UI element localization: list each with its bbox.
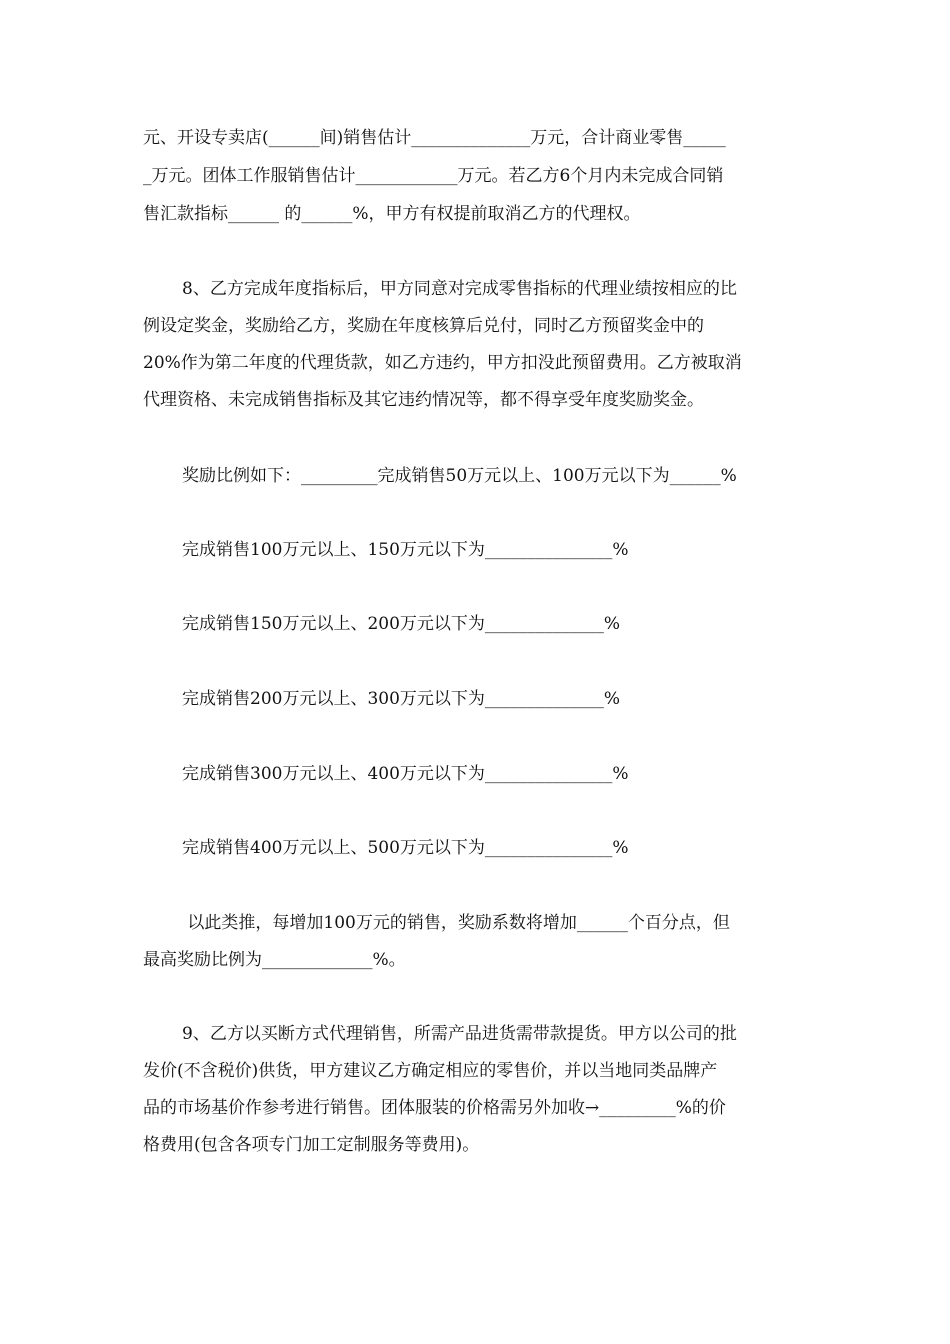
increment-clause-line-2: 最高奖励比例为_____________%。	[143, 950, 406, 970]
paragraph-8-line-3: 20%作为第二年度的代理货款，如乙方违约，甲方扣没此预留费用。乙方被取消	[143, 353, 742, 373]
paragraph-7-line-1: 元、开设专卖店(______间)销售估计______________万元，合计商业零售_____	[143, 128, 726, 148]
reward-ratio-tier-5: 完成销售400万元以上、500万元以下为_______________%	[182, 838, 629, 858]
paragraph-7-line-3: 售汇款指标______ 的______%，甲方有权提前取消乙方的代理权。	[143, 204, 641, 224]
paragraph-9-line-4: 格费用(包含各项专门加工定制服务等费用)。	[143, 1135, 480, 1155]
paragraph-7-line-2: _万元。团体工作服销售估计____________万元。若乙方6个月内未完成合同销	[143, 166, 724, 186]
reward-ratio-intro: 奖励比例如下：_________完成销售50万元以上、100万元以下为______%	[182, 466, 737, 486]
paragraph-8-line-2: 例设定奖金，奖励给乙方，奖励在年度核算后兑付，同时乙方预留奖金中的	[143, 316, 704, 336]
reward-ratio-tier-4: 完成销售300万元以上、400万元以下为_______________%	[182, 764, 629, 784]
increment-clause-line-1: 以此类推，每增加100万元的销售，奖励系数将增加______个百分点，但	[182, 913, 730, 933]
paragraph-9-line-3: 品的市场基价作参考进行销售。团体服装的价格需另外加收→_________%的价	[143, 1098, 726, 1118]
paragraph-9-line-1: 9、乙方以买断方式代理销售，所需产品进货需带款提货。甲方以公司的批	[182, 1024, 737, 1044]
paragraph-8-line-4: 代理资格、未完成销售指标及其它违约情况等，都不得享受年度奖励奖金。	[143, 390, 704, 410]
reward-ratio-tier-3: 完成销售200万元以上、300万元以下为______________%	[182, 689, 621, 709]
paragraph-8-line-1: 8、乙方完成年度指标后，甲方同意对完成零售指标的代理业绩按相应的比	[182, 279, 737, 299]
paragraph-9-line-2: 发价(不含税价)供货，甲方建议乙方确定相应的零售价，并以当地同类品牌产	[143, 1061, 718, 1081]
reward-ratio-tier-1: 完成销售100万元以上、150万元以下为_______________%	[182, 540, 629, 560]
reward-ratio-tier-2: 完成销售150万元以上、200万元以下为______________%	[182, 614, 621, 634]
